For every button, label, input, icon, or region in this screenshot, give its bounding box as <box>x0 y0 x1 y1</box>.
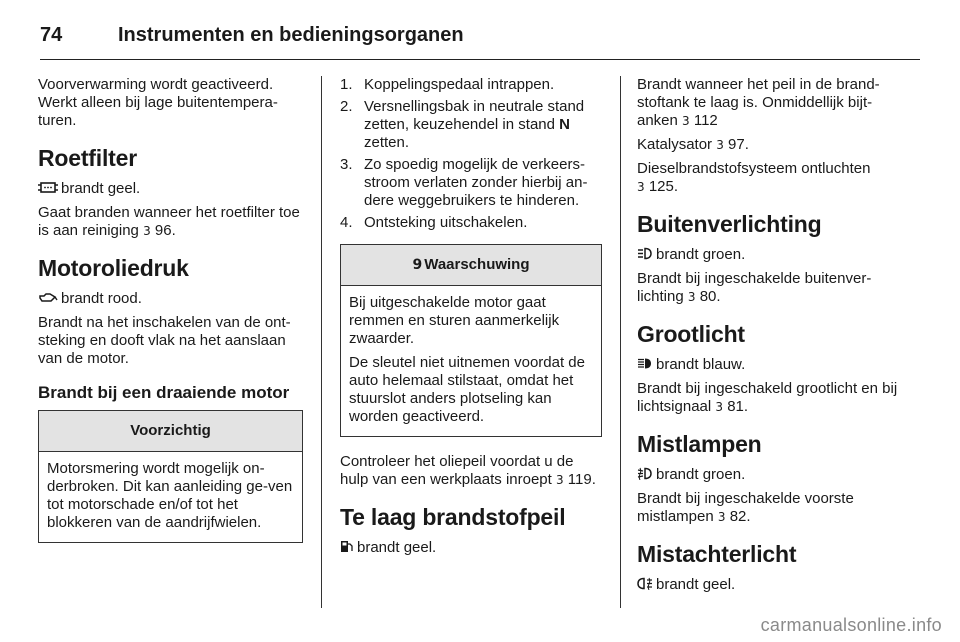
warning-text-2: De sleutel niet uitnemen voordat de auto helemaal stilstaat, omdat het stuurslot anders plotseling kan worden geactiveerd. <box>349 354 585 425</box>
katalysator-ref: Katalysator 3 97. <box>637 136 749 153</box>
roetfilter-text: Gaat branden wanneer het roetfilter toe is aan reiniging 3 96. <box>38 204 300 239</box>
motoroliedruk-status: brandt rood. <box>38 290 303 308</box>
list-item: 2. Versnellingsbak in neutrale stand zetten, keuzehendel in stand N zetten. <box>340 98 585 151</box>
page-number: 74 <box>40 24 63 46</box>
mistlampen-status: brandt groen. <box>637 466 899 484</box>
list-item: 4. Ontsteking uitschakelen. <box>340 214 528 231</box>
mistachterlicht-status: brandt geel. <box>637 576 899 594</box>
buitenverlichting-status: brandt groen. <box>637 246 899 264</box>
column-3 <box>637 76 899 600</box>
page-ref-icon: 3 <box>637 180 645 194</box>
caution-text: Motorsmering wordt mogelijk on-derbroken. Dit kan aanleiding ge-ven tot motorschade en/of tot het blokkeren van de aandrijfwielen. <box>47 460 293 531</box>
page-ref-icon: 3 <box>555 473 564 487</box>
section-title-mistlampen: Mistlampen <box>637 431 762 457</box>
warning-title: 9 Waarschuwing <box>341 245 601 286</box>
buitenverlichting-text: Brandt bij ingeschakelde buitenver-lichting 3 80. <box>637 270 872 305</box>
fuel-text: Brandt wanneer het peil in de brand-stoftank te laag is. Onmiddellijk bijt-anken 3 112 <box>637 76 880 129</box>
grootlicht-status: brandt blauw. <box>637 356 899 374</box>
section-title-mistachterlicht: Mistachterlicht <box>637 541 797 567</box>
roetfilter-status: brandt geel. <box>38 180 303 198</box>
motoroliedruk-text: Brandt na het inschakelen van de ont-steking en dooft vlak na het aanslaan van de motor. <box>38 314 291 367</box>
section-title-motoroliedruk: Motoroliedruk <box>38 255 189 281</box>
page-ref-icon: 3 <box>717 510 726 524</box>
particle-filter-icon <box>38 181 58 194</box>
warning-triangle-icon: 9 <box>412 257 423 273</box>
parking-light-icon <box>637 247 653 260</box>
header-rule <box>40 59 920 60</box>
page-ref-icon: 3 <box>716 138 724 152</box>
mistlampen-text: Brandt bij ingeschakelde voorste mistlampen 3 82. <box>637 490 854 525</box>
list-item: 3. Zo spoedig mogelijk de verkeers-stroom verlaten zonder hierbij an-dere weggebruikers te hinderen. <box>340 156 588 209</box>
list-item: 1. Koppelingspedaal intrappen. <box>340 76 555 93</box>
column-2 <box>340 76 602 563</box>
warning-text-1: Bij uitgeschakelde motor gaat remmen en sturen aanmerkelijk zwaarder. <box>349 294 560 347</box>
oil-check-text: Controleer het oliepeil voordat u de hulp van een werkplaats inroept 3 119. <box>340 453 596 488</box>
oil-can-icon <box>38 291 58 304</box>
page-title: Instrumenten en bedieningsorganen <box>118 24 464 46</box>
high-beam-icon <box>637 357 653 370</box>
diesel-ref: Dieselbrandstofsysteem ontluchten 3 125. <box>637 160 871 195</box>
column-1 <box>38 76 303 543</box>
section-title-buitenverlichting: Buitenverlichting <box>637 211 822 237</box>
warning-box <box>340 244 602 437</box>
grootlicht-text: Brandt bij ingeschakeld grootlicht en bij lichtsignaal 3 81. <box>637 380 898 415</box>
section-title-roetfilter: Roetfilter <box>38 145 137 171</box>
column-divider <box>620 76 621 608</box>
steps-list <box>340 76 602 232</box>
caution-box <box>38 410 303 543</box>
section-title-fuel: Te laag brandstofpeil <box>340 504 566 530</box>
front-fog-icon <box>637 467 653 480</box>
page-ref-icon: 3 <box>682 114 690 128</box>
caution-title: Voorzichtig <box>39 411 302 452</box>
page-ref-icon: 3 <box>687 290 696 304</box>
section-title-grootlicht: Grootlicht <box>637 321 745 347</box>
page-ref-icon: 3 <box>715 400 724 414</box>
fuel-status: brandt geel. <box>340 539 602 557</box>
page-header <box>40 20 464 50</box>
intro-text: Voorverwarming wordt geactiveerd. Werkt alleen bij lage buitentempera-turen. <box>38 76 278 129</box>
fuel-pump-icon <box>340 540 354 553</box>
running-engine-heading: Brandt bij een draaiende motor <box>38 383 290 402</box>
rear-fog-icon <box>637 577 653 590</box>
watermark: carmanualsonline.info <box>760 615 942 635</box>
column-divider <box>321 76 322 608</box>
page-ref-icon: 3 <box>143 224 151 238</box>
